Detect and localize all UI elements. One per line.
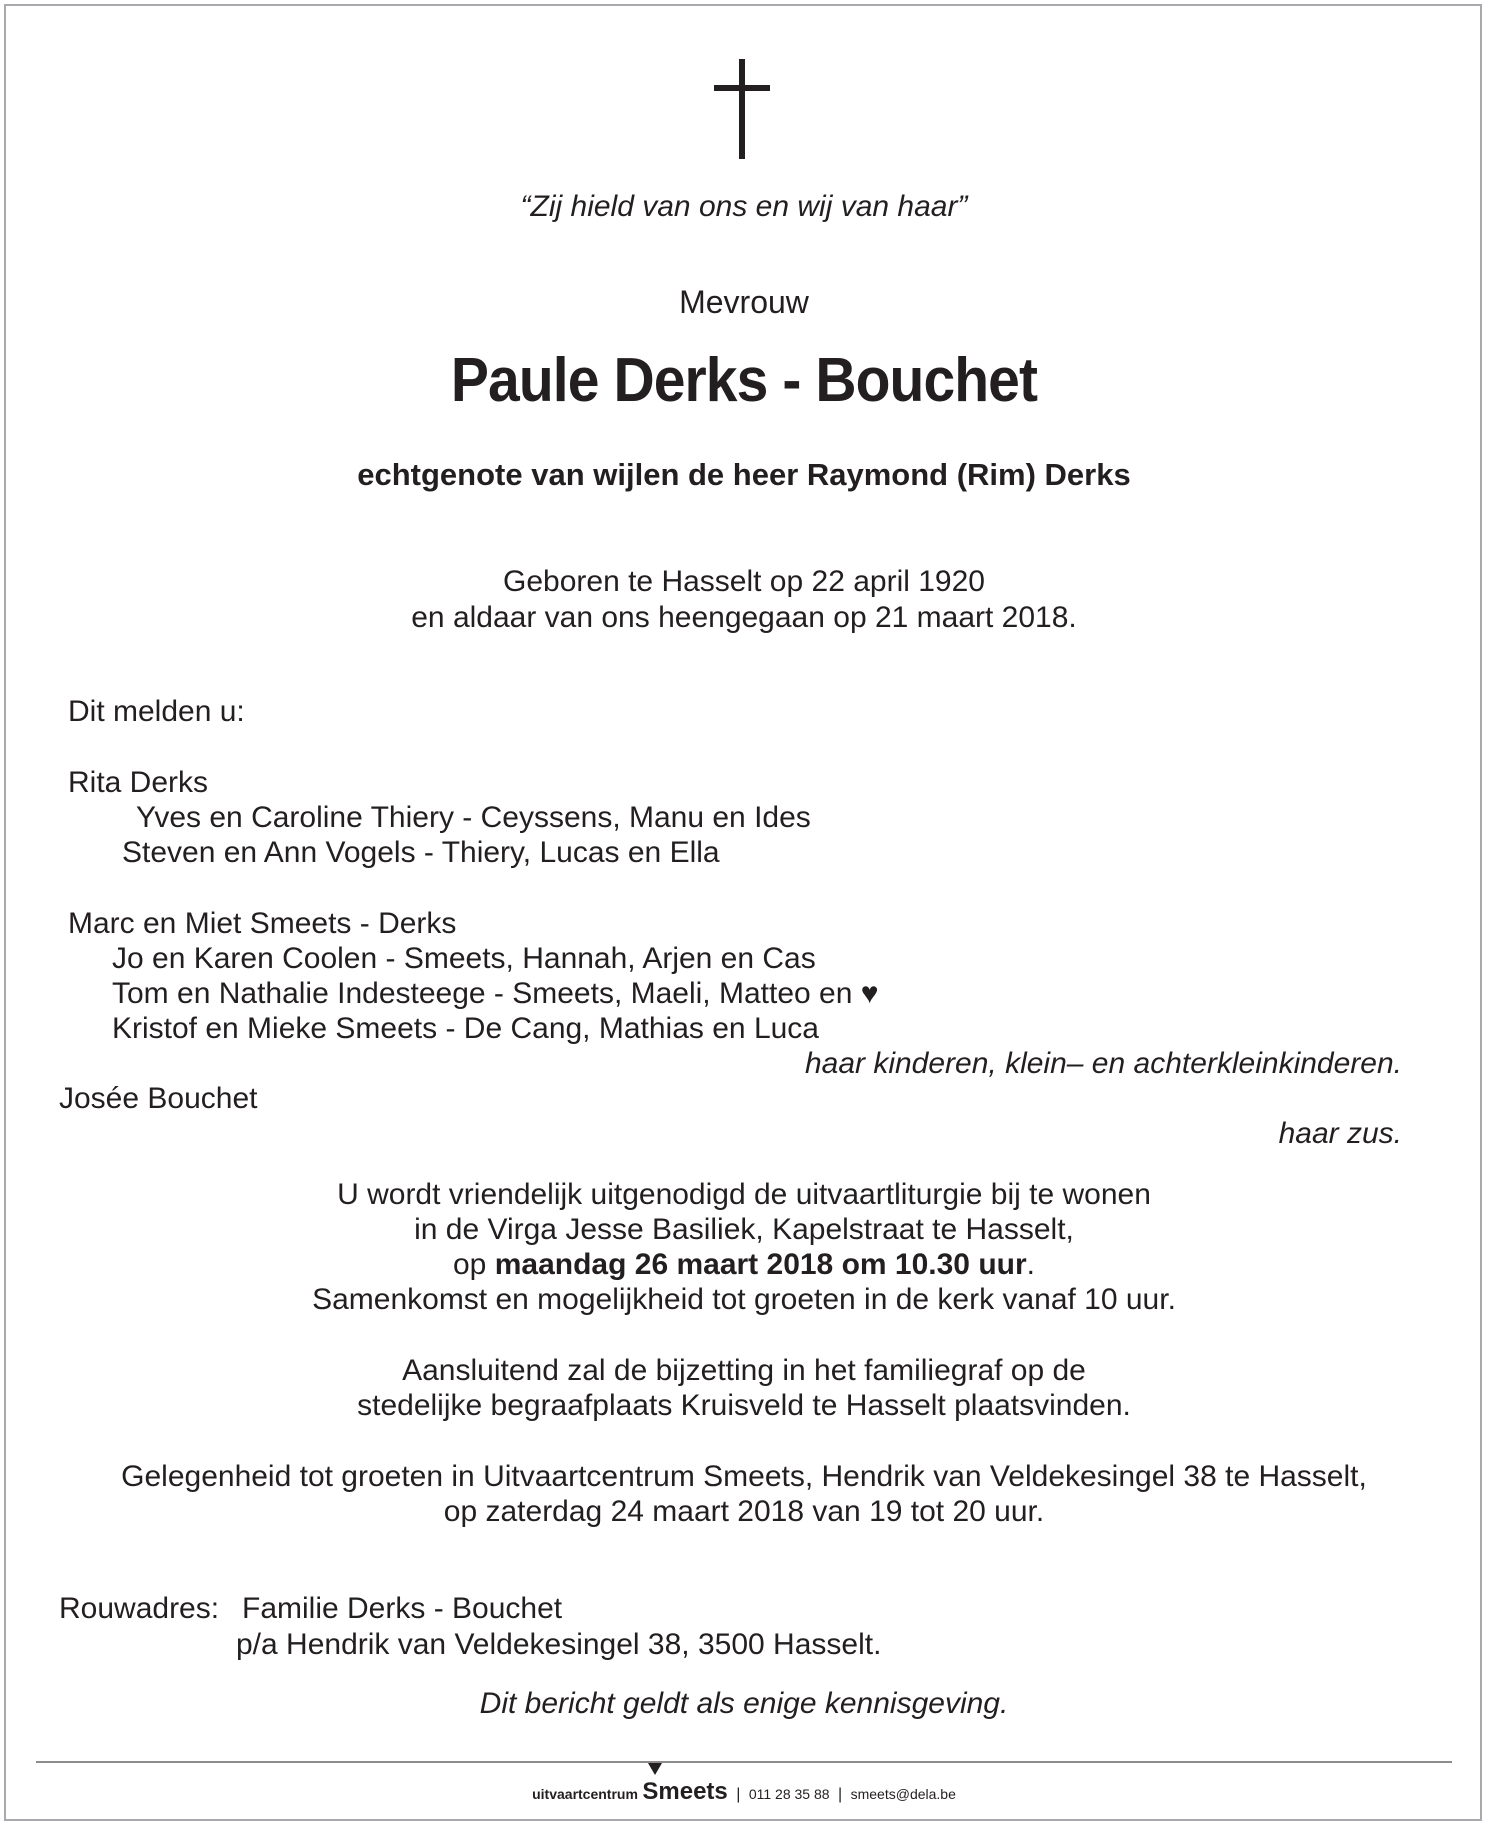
family-member: Steven en Ann Vogels - Thiery, Lucas en Ella	[122, 836, 720, 869]
footer-brand: Smeets	[642, 1778, 728, 1805]
relation-children: haar kinderen, klein– en achterkleinkinderen.	[804, 1047, 1402, 1080]
family-member: Josée Bouchet	[59, 1082, 258, 1115]
footer-phone: 011 28 35 88	[748, 1786, 830, 1802]
birth-line: Geboren te Hasselt op 22 april 1920	[503, 565, 985, 598]
address-line: Familie Derks - Bouchet	[242, 1592, 563, 1625]
footer-separator: |	[736, 1786, 741, 1803]
relation-sister: haar zus.	[1278, 1117, 1402, 1150]
service-date-line: op maandag 26 maart 2018 om 10.30 uur.	[453, 1248, 1035, 1281]
footer-separator: |	[838, 1786, 843, 1803]
family-member: Yves en Caroline Thiery - Ceyssens, Manu en Ides	[136, 801, 811, 834]
family-member: Rita Derks	[68, 766, 209, 799]
footer	[0, 1778, 1488, 1806]
family-member: Tom en Nathalie Indesteege - Smeets, Maeli, Matteo en ♥	[112, 977, 879, 1010]
spouse-line: echtgenote van wijlen de heer Raymond (Rim) Derks	[357, 457, 1131, 492]
memorial-quote: “Zij hield van ons en wij van haar”	[520, 190, 968, 223]
viewing-line: Gelegenheid tot groeten in Uitvaartcentrum Smeets, Hendrik van Veldekesingel 38 te Hasselt,	[121, 1460, 1367, 1493]
cross-icon	[739, 59, 747, 159]
triangle-marker-icon	[648, 1763, 662, 1775]
family-member: Kristof en Mieke Smeets - De Cang, Mathias en Luca	[112, 1012, 819, 1045]
announce-intro: Dit melden u:	[68, 695, 245, 728]
service-line: U wordt vriendelijk uitgenodigd de uitvaartliturgie bij te wonen	[337, 1178, 1151, 1211]
burial-line: Aansluitend zal de bijzetting in het familiegraf op de	[402, 1354, 1086, 1387]
family-member: Jo en Karen Coolen - Smeets, Hannah, Arjen en Cas	[112, 942, 816, 975]
footer-divider	[36, 1761, 1452, 1763]
address-line: p/a Hendrik van Veldekesingel 38, 3500 Hasselt.	[236, 1628, 882, 1661]
honorific: Mevrouw	[679, 284, 809, 320]
address-label: Rouwadres:	[59, 1592, 220, 1625]
family-member: Marc en Miet Smeets - Derks	[68, 907, 457, 940]
service-line: Samenkomst en mogelijkheid tot groeten in de kerk vanaf 10 uur.	[312, 1283, 1176, 1316]
footer-email: smeets@dela.be	[850, 1786, 956, 1802]
death-line: en aldaar van ons heengegaan op 21 maart 2018.	[411, 601, 1077, 634]
service-line: in de Virga Jesse Basiliek, Kapelstraat te Hasselt,	[414, 1213, 1074, 1246]
service-date: maandag 26 maart 2018 om 10.30 uur	[494, 1248, 1027, 1281]
notice: Dit bericht geldt als enige kennisgeving.	[479, 1687, 1009, 1720]
burial-line: stedelijke begraafplaats Kruisveld te Hasselt plaatsvinden.	[357, 1389, 1131, 1422]
viewing-line: op zaterdag 24 maart 2018 van 19 tot 20 uur.	[443, 1495, 1045, 1528]
deceased-name: Paule Derks - Bouchet	[450, 346, 1038, 415]
footer-label: uitvaartcentrum	[532, 1786, 638, 1802]
